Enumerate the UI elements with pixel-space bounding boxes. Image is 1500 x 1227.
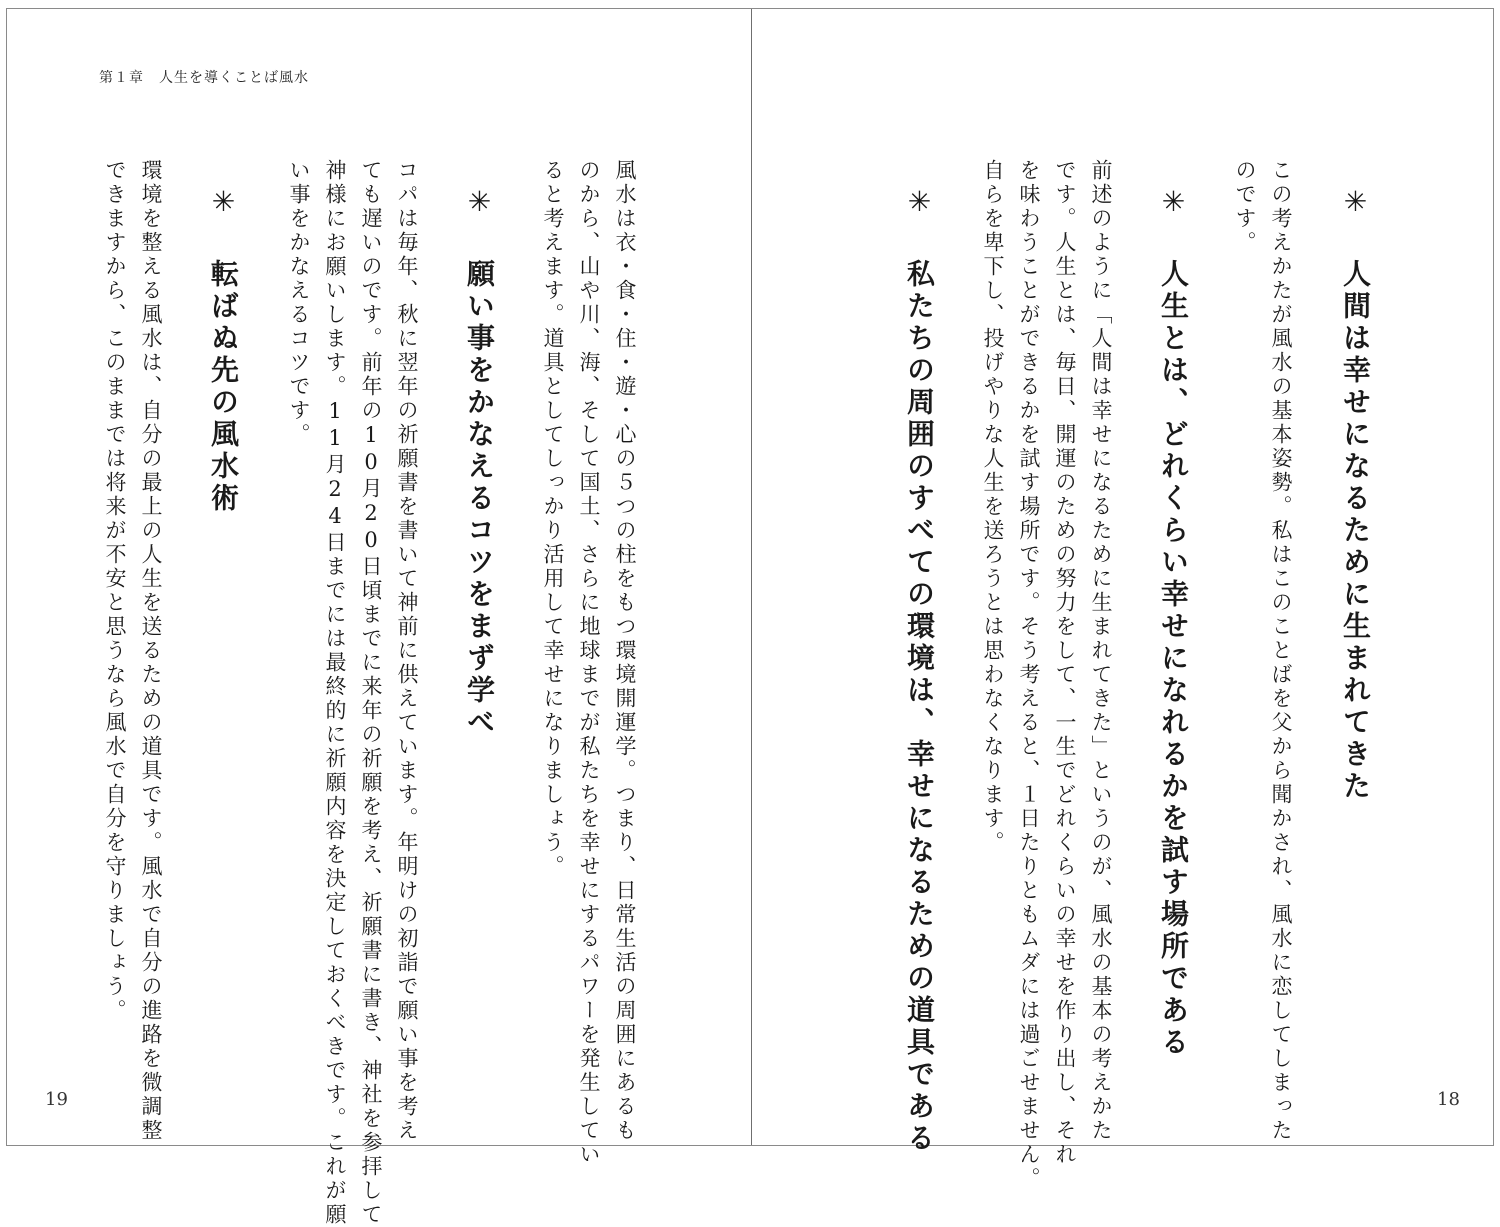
section-heading: ✳ 願い事をかなえるコツをまず学べ (463, 185, 496, 739)
body-line: です。人生とは、毎日、開運のための努力をして、一生でどれくらいの幸せを作り出し、それ (1053, 159, 1077, 1167)
body-line: できますから、このままでは将来が不安と思うなら風水で自分を守りましょう。 (103, 159, 127, 1023)
body-line: ると考えます。道具としてしっかり活用して幸せになりましょう。 (541, 159, 565, 879)
page-number: 19 (45, 1089, 68, 1110)
section-heading: ✳ 人間は幸せになるために生まれてきた (1339, 185, 1372, 803)
body-line: のです。 (1233, 159, 1257, 255)
body-line: のから、山や川、海、そして国土、さらに地球までが私たちを幸せにするパワーを発生してい (577, 159, 601, 1167)
body-line: 風水は衣・食・住・遊・心の５つの柱をもつ環境開運学。つまり、日常生活の周囲にあるも (613, 159, 637, 1143)
body-line: ても遅いのです。前年の10月20日頃までに来年の祈願を考え、祈願書に書き、神社を参拝して (359, 159, 383, 1227)
body-line: この考えかたが風水の基本姿勢。私はこのことばを父から聞かされ、風水に恋してしまった (1269, 159, 1293, 1143)
book-spread (6, 8, 1494, 1227)
right-page (751, 9, 1493, 1191)
body-line: を味わうことができるかを試す場所です。そう考えると、１日たりともムダには過ごせません。 (1017, 159, 1041, 1191)
section-heading: ✳ 人生とは、どれくらい幸せになれるかを試す場所である (1157, 185, 1190, 1059)
body-line: い事をかなえるコツです。 (287, 159, 311, 447)
body-line: コパは毎年、秋に翌年の祈願書を書いて神前に供えています。年明けの初詣で願い事を考え (395, 159, 419, 1143)
body-line: 環境を整える風水は、自分の最上の人生を送るための道具です。風水で自分の進路を微調整 (139, 159, 163, 1143)
left-page (7, 9, 751, 1227)
body-line: 神様にお願いします。11月24日までには最終的に祈願内容を決定しておくべきです。これが願 (323, 159, 347, 1227)
page-number: 18 (1437, 1089, 1460, 1110)
section-heading: ✳ 転ばぬ先の風水術 (207, 185, 240, 515)
running-head: 第１章 人生を導くことば風水 (99, 70, 309, 86)
body-line: 前述のように「人間は幸せになるために生まれてきた」というのが、風水の基本の考えかた (1089, 159, 1113, 1143)
body-line: 自らを卑下し、投げやりな人生を送ろうとは思わなくなります。 (981, 159, 1005, 855)
section-heading: ✳ 私たちの周囲のすべての環境は、幸せになるための道具である (903, 185, 936, 1155)
